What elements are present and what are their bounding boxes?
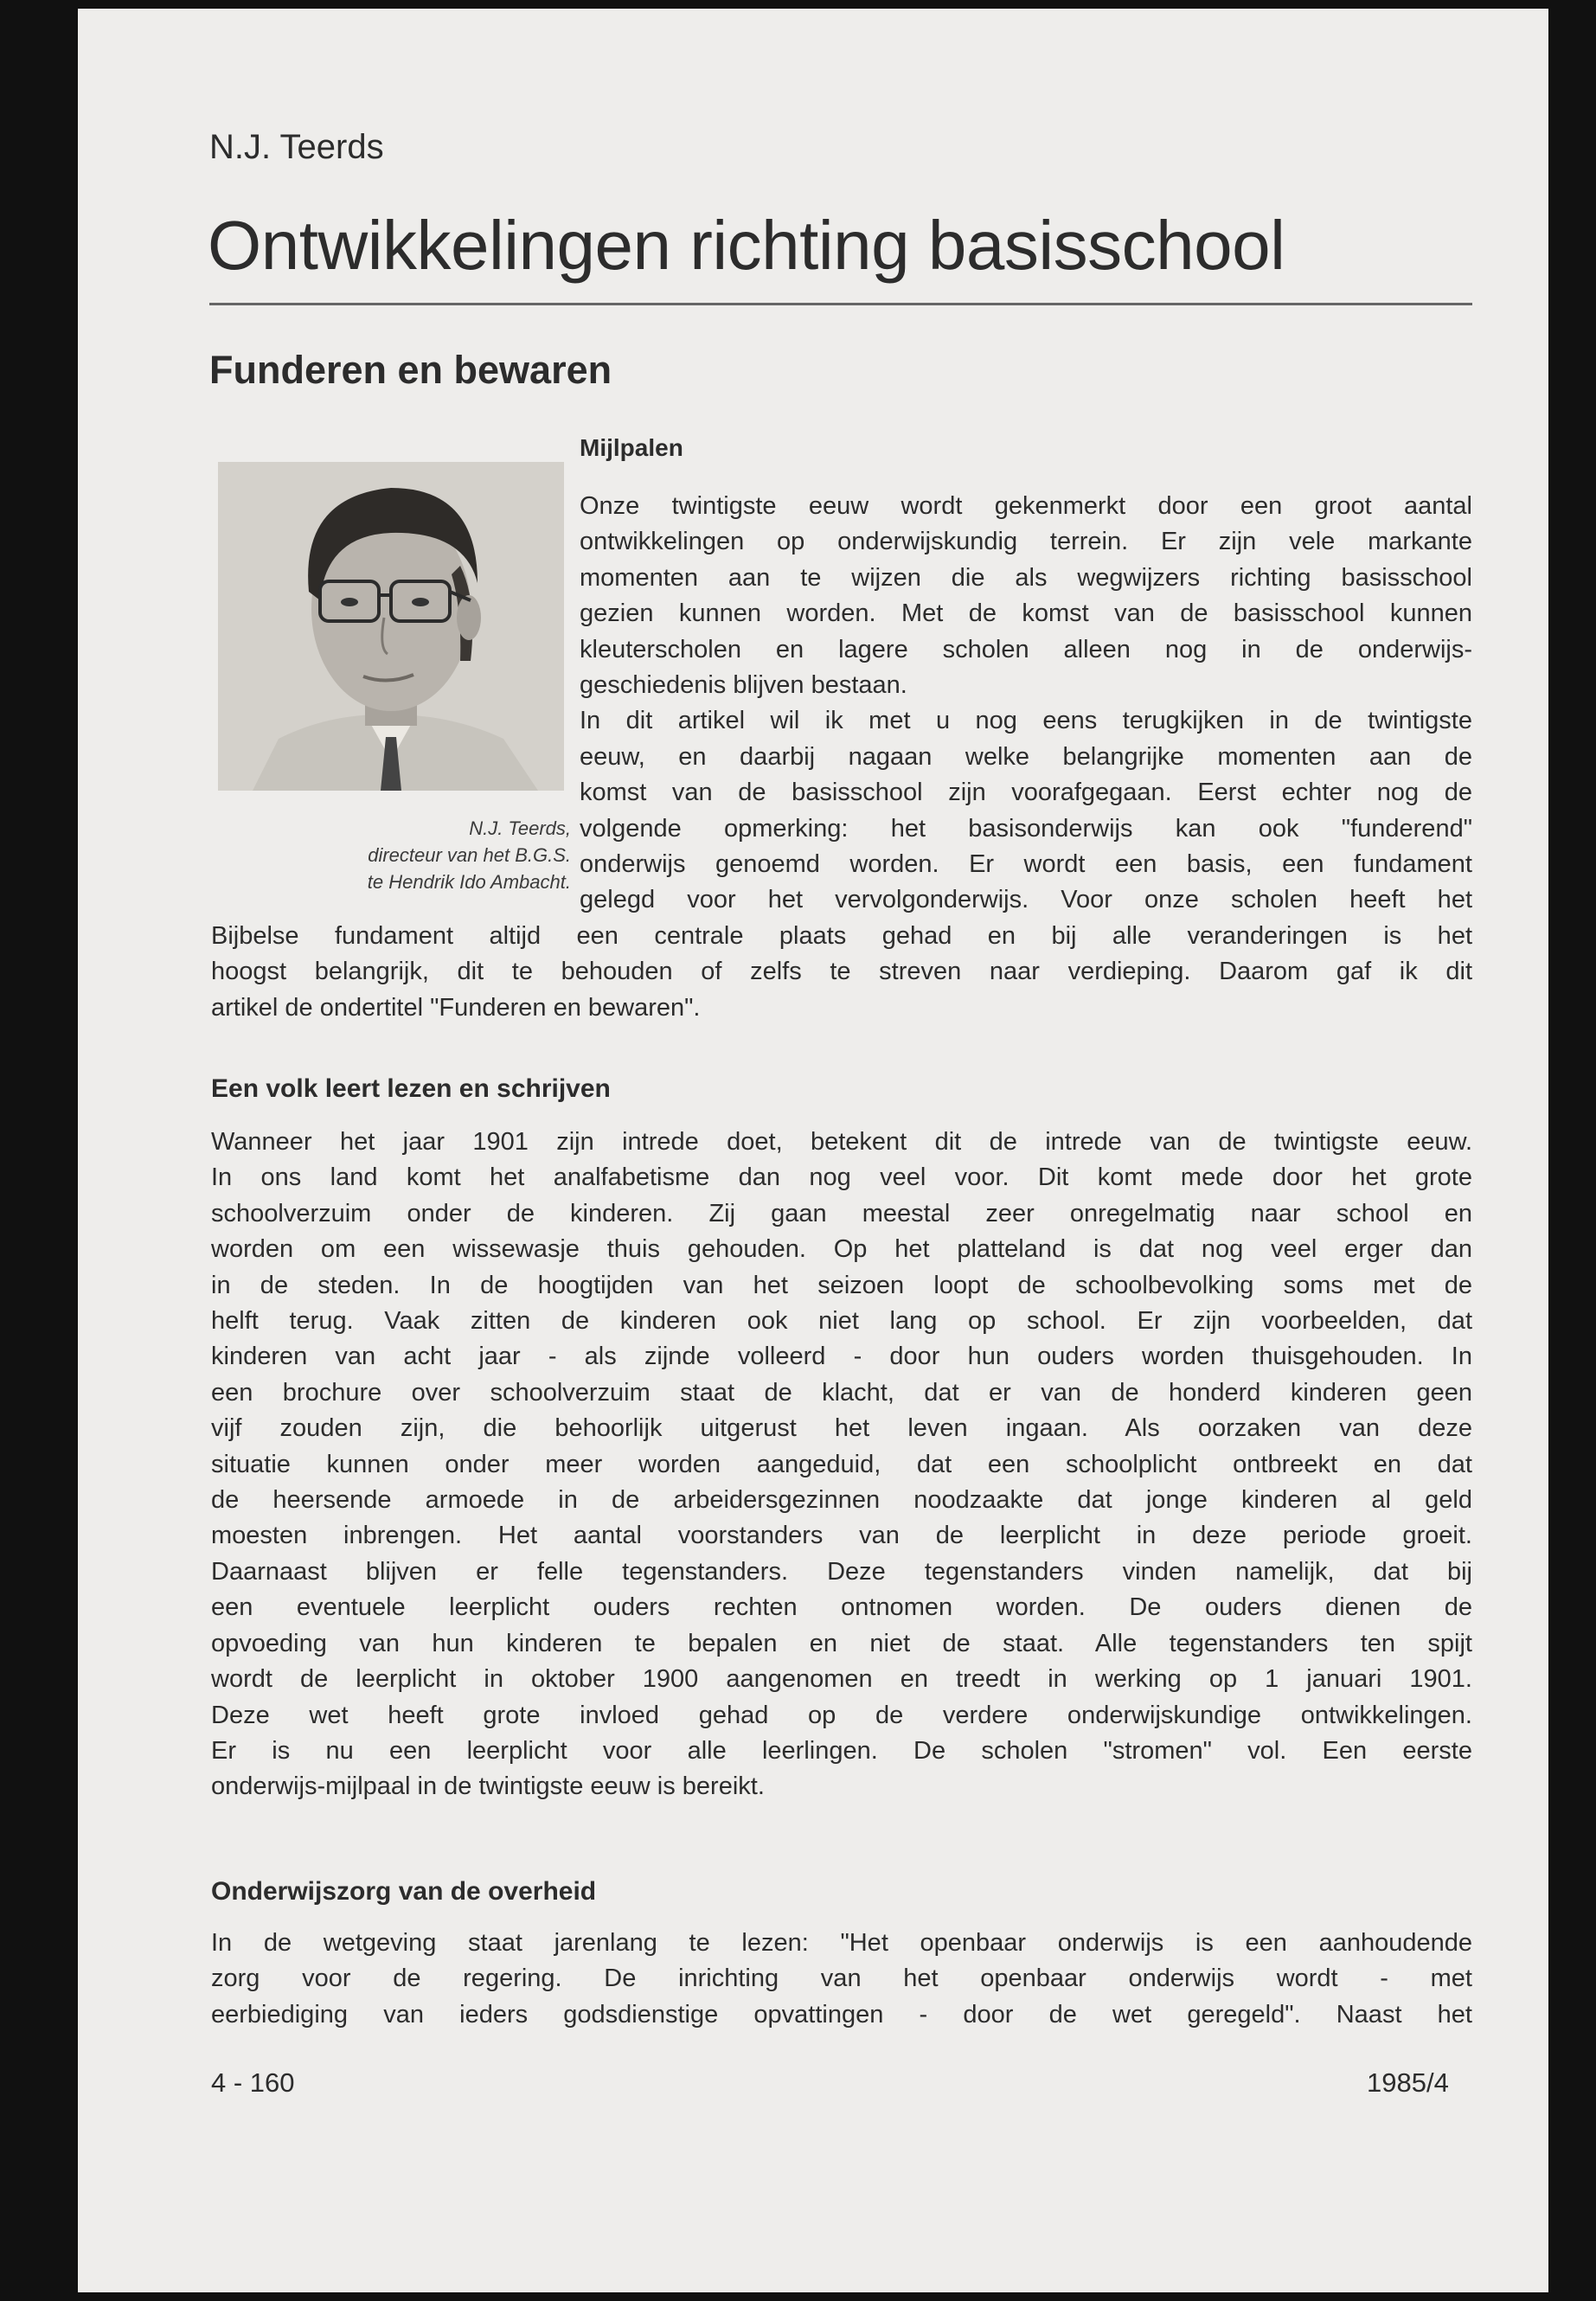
text-line: Wanneer het jaar 1901 zijn intrede doet, betekent dit de intrede van de twintigste eeuw.: [211, 1128, 1472, 1156]
text-line: hoogst belangrijk, dit te behouden of zelfs te streven naar verdieping. Daarom gaf ik dit: [211, 958, 1472, 986]
intro-paragraph-right: [580, 489, 1472, 919]
text-line: kinderen van acht jaar - als zijnde volleerd - door hun ouders worden thuisgehouden. In: [211, 1343, 1472, 1371]
text-line: zorg voor de regering. De inrichting van het openbaar onderwijs wordt - met: [211, 1965, 1472, 1993]
title-divider: [209, 303, 1472, 305]
text-line: In dit artikel wil ik met u nog eens terugkijken in de twintigste: [580, 707, 1472, 735]
caption-role: directeur van het B.G.S.: [368, 844, 571, 866]
text-line: moesten inbrengen. Het aantal voorstanders van de leerplicht in deze periode groeit.: [211, 1522, 1472, 1550]
text-line: In de wetgeving staat jarenlang te lezen: "Het openbaar onderwijs is een aanhoudende: [211, 1929, 1472, 1957]
text-line: volgende opmerking: het basisonderwijs kan ook "funderend": [580, 814, 1472, 843]
intro-paragraph-full: [211, 919, 1472, 1026]
text-line: de heersende armoede in de arbeidersgezinnen noodzaakte dat jonge kinderen al geld: [211, 1486, 1472, 1515]
text-line: gelegd voor het vervolgonderwijs. Voor onze scholen heeft het: [580, 886, 1472, 914]
section-heading-onderwijszorg: Onderwijszorg van de overheid: [211, 1877, 597, 1906]
text-line: momenten aan te wijzen die als wegwijzers richting basisschool: [580, 563, 1472, 592]
text-line: artikel de ondertitel "Funderen en bewaren".: [211, 993, 701, 1022]
text-line: Er is nu een leerplicht voor alle leerlingen. De scholen "stromen" vol. Een eerste: [211, 1736, 1472, 1765]
text-line: een eventuele leerplicht ouders rechten ontnomen worden. De ouders dienen de: [211, 1593, 1472, 1622]
text-line: opvoeding van hun kinderen te bepalen en niet de staat. Alle tegenstanders ten spijt: [211, 1629, 1472, 1657]
text-line: eeuw, en daarbij nagaan welke belangrijke momenten aan de: [580, 742, 1472, 771]
text-line: geschiedenis blijven bestaan.: [580, 671, 907, 700]
text-line: gezien kunnen worden. Met de komst van de basisschool kunnen: [580, 599, 1472, 628]
text-line: kleuterscholen en lagere scholen alleen nog in de onderwijs-: [580, 635, 1472, 663]
section-heading-mijlpalen: Mijlpalen: [580, 434, 683, 461]
author-portrait: [218, 462, 564, 791]
text-line: in de steden. In de hoogtijden van het seizoen loopt de schoolbevolking soms met de: [211, 1271, 1472, 1299]
author-name: N.J. Teerds: [209, 128, 384, 166]
text-line: onderwijs-mijlpaal in de twintigste eeuw is bereikt.: [211, 1772, 765, 1801]
page-number: 4 - 160: [211, 2067, 295, 2098]
article-subtitle: Funderen en bewaren: [209, 348, 612, 392]
text-line: vijf zouden zijn, die behoorlijk uitgerust het leven ingaan. Als oorzaken van deze: [211, 1414, 1472, 1443]
text-line: Deze wet heeft grote invloed gehad op de verdere onderwijskundige ontwikkelingen.: [211, 1701, 1472, 1729]
section-heading-volk: Een volk leert lezen en schrijven: [211, 1074, 611, 1103]
text-line: worden om een wissewasje thuis gehouden. Op het platteland is dat nog veel erger dan: [211, 1235, 1472, 1264]
document-page: [78, 9, 1548, 2292]
text-line: Bijbelse fundament altijd een centrale plaats gehad en bij alle veranderingen is het: [211, 922, 1472, 950]
text-line: eerbiediging van ieders godsdienstige opvattingen - door de wet geregeld". Naast het: [211, 2000, 1472, 2029]
text-line: helft terug. Vaak zitten de kinderen ook niet lang op school. Er zijn voorbeelden, dat: [211, 1307, 1472, 1336]
text-line: In ons land komt het analfabetisme dan nog veel voor. Dit komt mede door het grote: [211, 1163, 1472, 1192]
text-line: schoolverzuim onder de kinderen. Zij gaan meestal zeer onregelmatig naar school en: [211, 1199, 1472, 1227]
text-line: onderwijs genoemd worden. Er wordt een basis, een fundament: [580, 850, 1472, 879]
section-paragraph-onderwijszorg: [211, 1926, 1472, 2033]
issue-number: 1985/4: [1367, 2067, 1449, 2098]
text-line: ontwikkelingen op onderwijskundig terrein. Er zijn vele markante: [580, 528, 1472, 556]
text-line: wordt de leerplicht in oktober 1900 aangenomen en treedt in werking op 1 januari 1901.: [211, 1665, 1472, 1694]
section-paragraph-volk: [211, 1125, 1472, 1805]
caption-location: te Hendrik Ido Ambacht.: [367, 871, 571, 893]
text-line: een brochure over schoolverzuim staat de klacht, dat er van de honderd kinderen geen: [211, 1378, 1472, 1407]
text-line: Daarnaast blijven er felle tegenstanders. Deze tegenstanders vinden namelijk, dat bij: [211, 1557, 1472, 1586]
text-line: situatie kunnen onder meer worden aangeduid, dat een schoolplicht ontbreekt en dat: [211, 1450, 1472, 1478]
text-line: komst van de basisschool zijn voorafgegaan. Eerst echter nog de: [580, 779, 1472, 807]
text-line: Onze twintigste eeuw wordt gekenmerkt door een groot aantal: [580, 492, 1472, 520]
article-title: Ontwikkelingen richting basisschool: [208, 207, 1285, 284]
photo-caption: [209, 815, 571, 895]
caption-name: N.J. Teerds,: [469, 817, 571, 839]
